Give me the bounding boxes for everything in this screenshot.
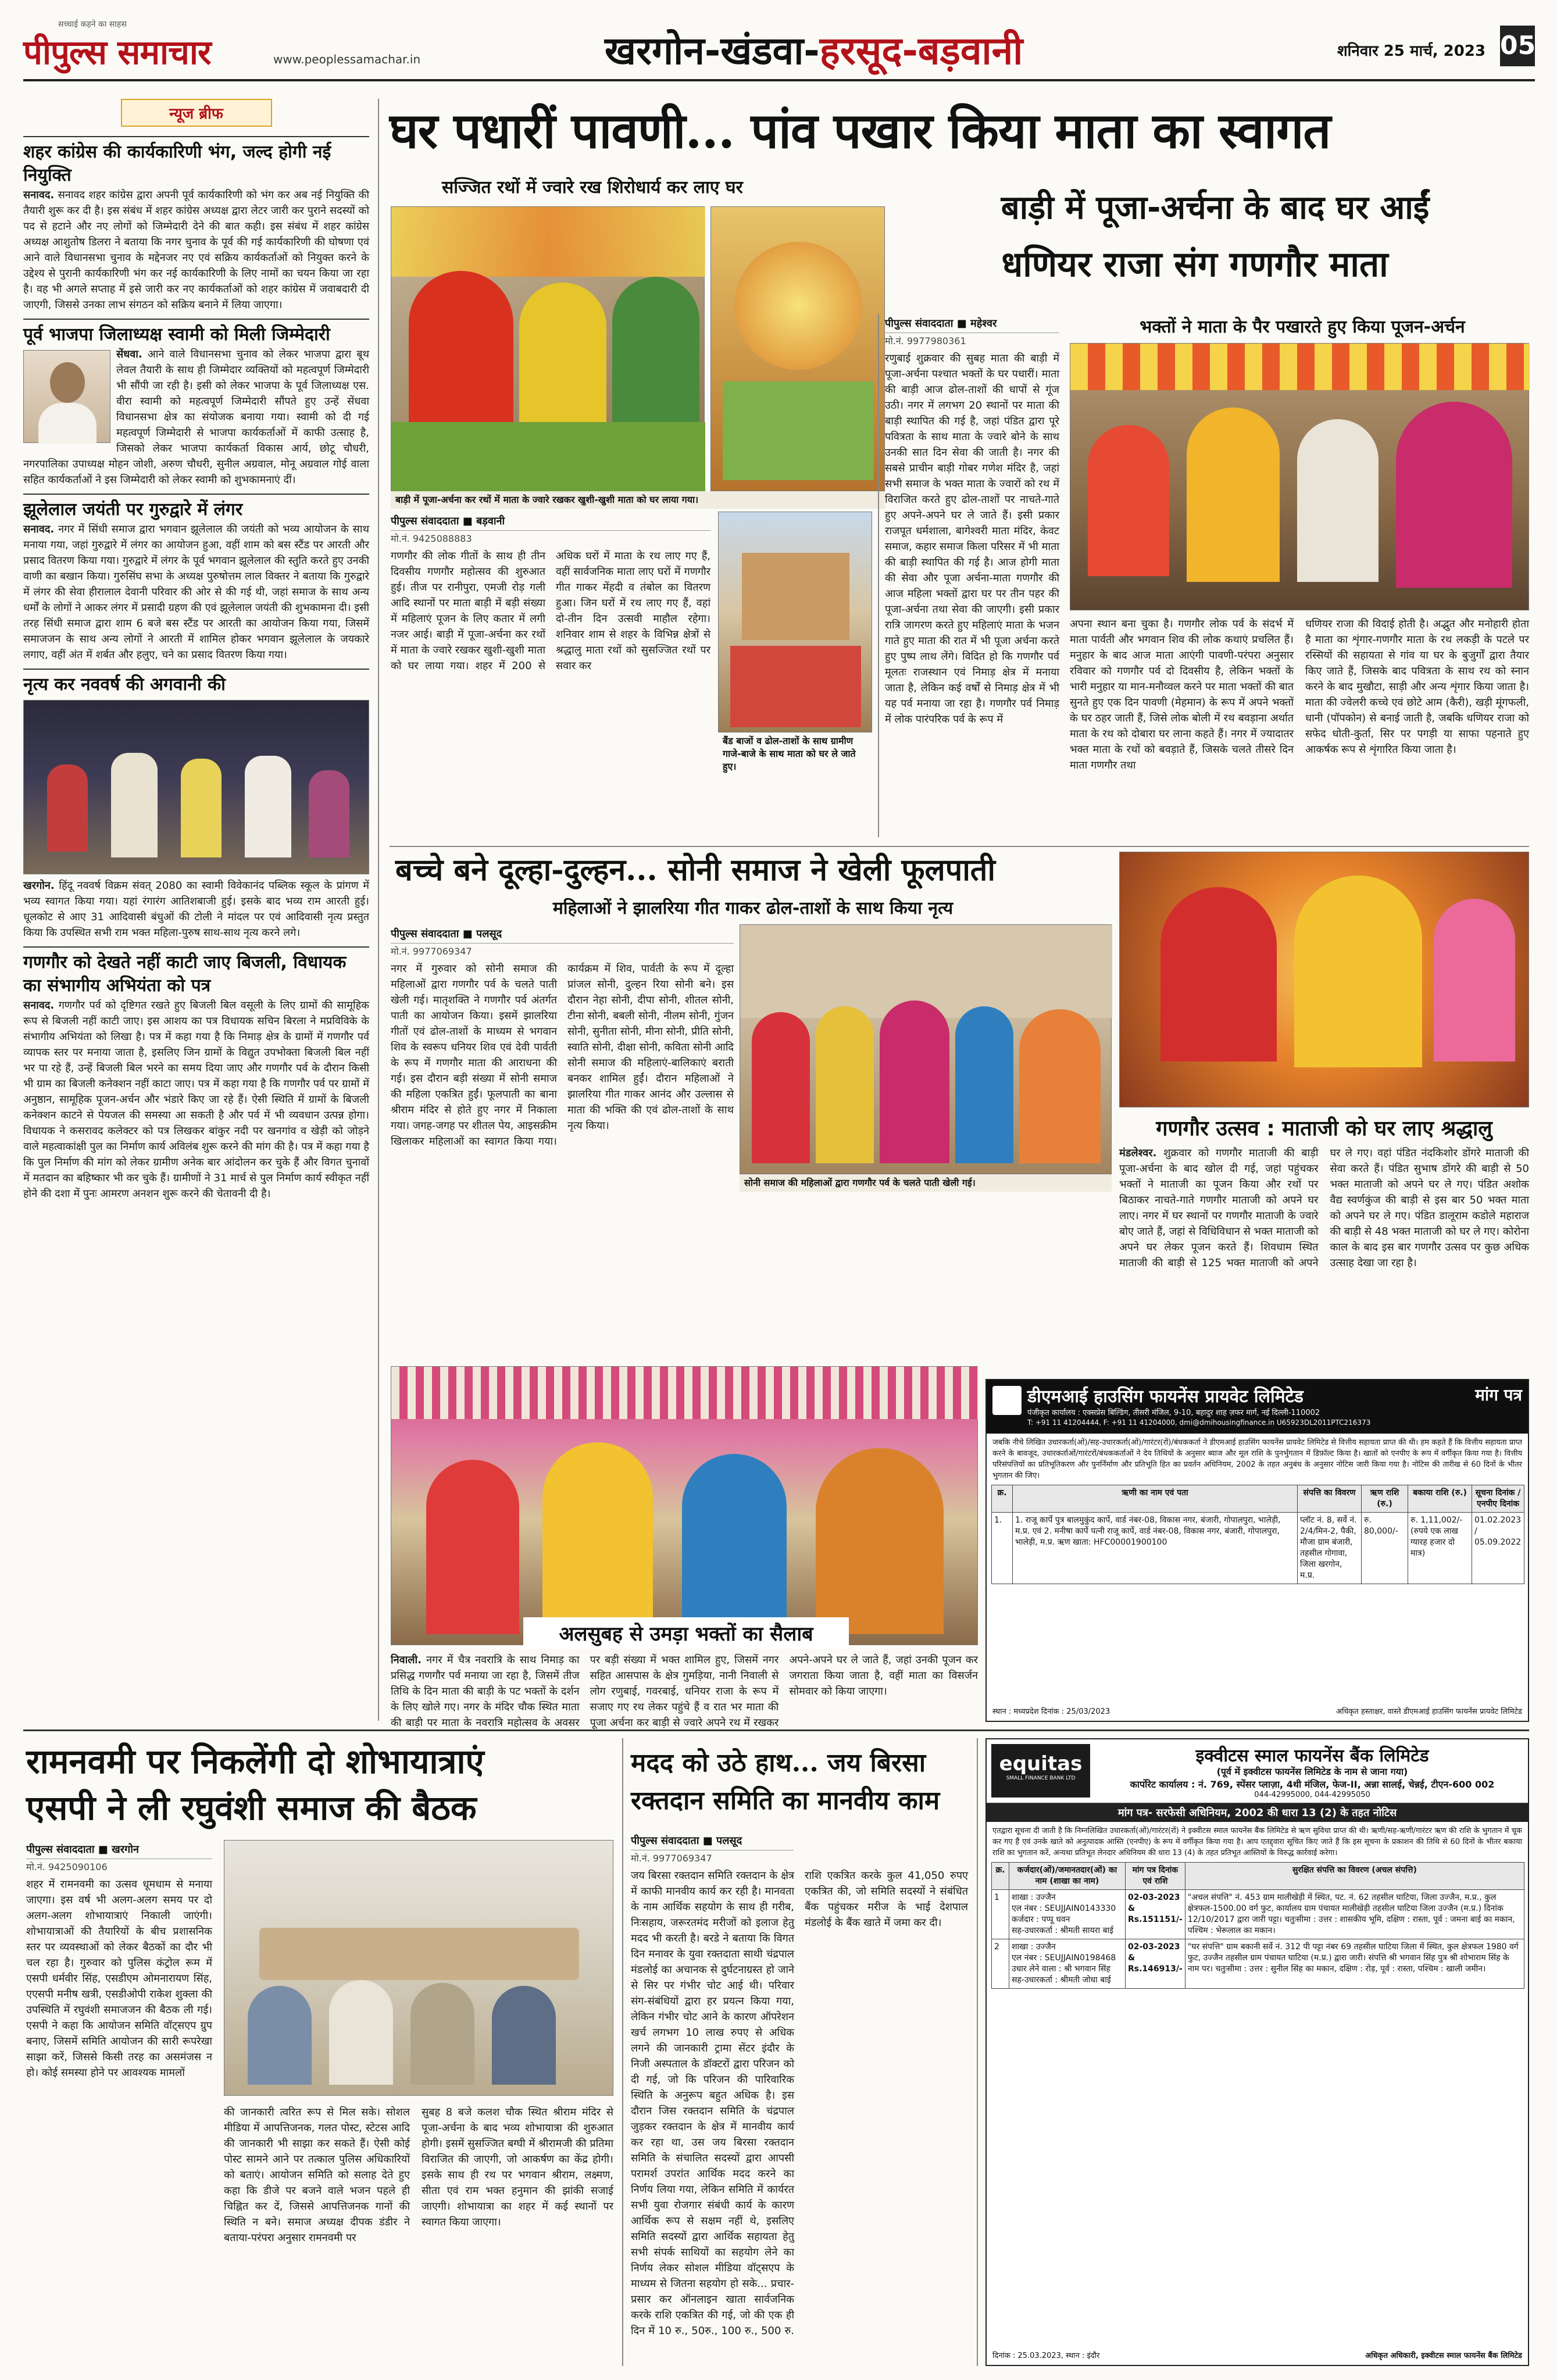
brief-text bbox=[23, 998, 369, 1202]
brief-place: खरगोन. bbox=[23, 880, 55, 892]
brief-body: नगर में सिंधी समाज द्वारा भगवान झूलेलाल की जयंती को भव्य आयोजन के साथ मनाया गया, जहां गुरुद्वारे में लंगर का आयोजन हुआ, वहीं शाम को बस स्टैंड पर आरती और प्रसाद वितरण किया गया। गुरुद्वारे में लंगर के पूर्व भगवान झूलेलाल की स्तुति करते हुए उनकी वाणी का बखान किया। गुरुसिंघ सभा के अध्यक्ष पुरुषोत्तम लाल विक्तर ने बताया कि गुरुद्वारे में लंगर की सेवा हीरालाल देवानी परिवार की ओर से की गई थी, जहां समाज के साथ अन्य धर्मों के लोगों ने आकर लंगर में प्रसादी ग्रहण की एवं झूलेलाल जयंती की शुभकामना दी। इसी तरह सिंधी समाज द्वारा शाम 6 बजे बस स्टैंड पर आरती का आयोजन किया गया, जिसमें समाजजन के साथ अन्य लोगों ने आरती में शामिल होकर भगवान झूलेलाल के जयकारे लगाए, वहीं अंत में शर्बत और हलुए, चने का प्रसाद वितरण किया गया। bbox=[23, 523, 369, 661]
ramnavami-story-1 bbox=[26, 1840, 212, 2363]
brief-item bbox=[23, 946, 369, 1202]
byline: पीपुल्स संवाददाता ■ बड़वानी bbox=[391, 512, 710, 531]
masthead bbox=[23, 17, 1535, 81]
byline-phone: मो.नं. 9977980361 bbox=[885, 335, 966, 346]
story-body: गणगौर की लोक गीतों के साथ ही तीन दिवसीय गणगौर महोत्सव की शुरुआत हुई। तीज पर रानीपुरा, एमजी रोड़ गली आदि स्थानों पर माता बाड़ी में बड़ी संख्या में महिलाएं पूजन के लिए कतार में लगी नजर आई। बाड़ी में पूजा-अर्चना कर रथों में माता के ज्वारे रखकर खुशी-खुशी माता को घर लाया गया। शहर में 200 से अधिक घरों में माता के रथ लाए गए हैं, वहीं सार्वजनिक माता लाए घरों में गणगौर गीत गाकर मेंहदी व तंबोल का वितरण हुआ। जिन घरों में रथ लाए गए हैं, वहां दो-तीन दिन उत्सवी माहौल रहेगा। शनिवार शाम से शहर के विभिन्न क्षेत्रों से श्रद्धालु माता रथों को सुसज्जित रथों पर सवार कर bbox=[391, 550, 710, 672]
dmi-header bbox=[987, 1380, 1528, 1434]
lead-story-continued-2 bbox=[1305, 616, 1529, 837]
equitas-tag: मांग पत्र- सरफेसी अधिनियम, 2002 की धारा 13 (2) के तहत नोटिस bbox=[987, 1803, 1528, 1822]
lead-photo-3 bbox=[1070, 343, 1529, 610]
dmi-tag: मांग पत्र bbox=[1475, 1385, 1522, 1405]
equitas-table bbox=[991, 1862, 1524, 1989]
lead-story-maheshwar bbox=[885, 314, 1059, 843]
equitas-intro: एतद्वारा सूचना दी जाती है कि निम्नलिखित उधारकर्ता(ओं)/गारंटर(रों) ने इक्वीटस स्माल फायनेंस बैंक लिमिटेड से ऋण सुविधा प्राप्त की थी। ऋणी/सह-ऋणी/गारंटर ऋण की राशि के भुगतान में चूक कर गए हैं एवं उनके खाते को अनुत्पादक आस्ति (एनपीए) के रूप में वर्गीकृत किया गया है। आप एतद्द्वारा सूचित किए जाते हैं कि इस सूचना के प्रकाशन की तिथि से 60 दिनों के भीतर बकाया राशि का भुगतान करें, अन्यथा प्रतिभूत लेनदार अधिनियम की धारा 13 (4) के तहत प्रतिभूत आस्तियों के विरुद्ध कार्रवाई करेगा। bbox=[992, 1827, 1522, 1857]
nivali-caption: अलसुबह से उमड़ा भक्तों का सैलाब bbox=[523, 1617, 849, 1649]
byline: पीपुल्स संवाददाता ■ पलसूद bbox=[391, 924, 734, 944]
table-cell: 1. bbox=[992, 1513, 1013, 1584]
table-cell: रु. 80,000/- bbox=[1362, 1513, 1408, 1584]
table-cell: 1. राजू कार्पे पुत्र बालमुकुंद कार्पे, वार्ड नंबर-08, विकास नगर, बंजारी, गोपालपुरा, भालेड़ी, म.प्र. एवं 2. मनीषा कार्पे पत्नी राजू कार्पे, वार्ड नंबर-08, विकास नगर, बंजारी, गोपालपुरा, भालेड़ी, म.प्र. ऋण खाता: HFC00001900100 bbox=[1013, 1513, 1298, 1584]
byline-phone: मो.नं. 9977069347 bbox=[391, 946, 472, 957]
brief-text bbox=[23, 187, 369, 313]
equitas-footer: दिनांक : 25.03.2023, स्थान : इंदौर bbox=[992, 2352, 1100, 2360]
table-header-cell: क्र. bbox=[992, 1485, 1013, 1513]
dmi-address: पंजीकृत कार्यालय : एक्सप्रेस बिल्डिंग, तीसरी मंजिल, 9-10, बहादुर शाह ज़फर मार्ग, नई दिल्ली-110002 bbox=[1027, 1409, 1320, 1417]
section-title-b: हरसूद-बड़वानी bbox=[819, 28, 1023, 73]
ramnavami-story-2 bbox=[224, 2104, 410, 2366]
byline-name: पीपुल्स संवाददाता bbox=[26, 1843, 95, 1856]
ramnavami-headline-1: रामनवमी पर निकलेंगी दो शोभायात्राएं bbox=[26, 1742, 484, 1781]
brief-place: सनावद. bbox=[23, 999, 55, 1012]
dance-photo bbox=[23, 700, 369, 874]
byline-phone: मो.नं. 9425090106 bbox=[26, 1861, 108, 1872]
lead-story-continued-1 bbox=[1070, 616, 1294, 837]
table-cell: "घर संपत्ति" ग्राम बकानी सर्वे नं. 312 पी पट्टा नंबर 69 तहसील घाटिया जिला में स्थित, कुल क्षेत्रफल 1980 वर्ग फुट, उज्जैन तहसील ग्राम पंचायत घाटिया (म.प्र.) द्वारा जारी। संपत्ति श्री भगवान सिंह पुत्र श्री शोभाराम सिंह के नाम पर। चतुःसीमा : उत्तर : सुनील सिंह का मकान, दक्षिण : रोड़, पूर्व : रास्ता, पश्चिम : खाली जमीन। bbox=[1185, 1939, 1524, 1989]
byline: पीपुल्स संवाददाता ■ खरगोन bbox=[26, 1840, 212, 1859]
soni-story bbox=[391, 924, 734, 1366]
byline-name: पीपुल्स संवाददाता bbox=[391, 928, 459, 940]
dmi-title: डीएमआई हाउसिंग फायनेंस प्रायवेट लिमिटेड bbox=[1027, 1386, 1304, 1407]
dmi-table bbox=[991, 1485, 1524, 1584]
story-body: जय बिरसा रक्तदान समिति रक्तदान के क्षेत्र में काफी मानवीय कार्य कर रही है। मानवता के नाम आर्थिक सहयोग के साथ ही गरीब, निःसहाय, जरूरतमंद मरीजों को इलाज हेतु मदद भी करती है। बरडे ने बताया कि विगत दिन मनावर के युवा रक्तदाता साथी चंद्रपाल मंडलोई का अचानक से दुर्घटनाग्रस्त हो जाने से सिर पर गंभीर चोट आई थी। परिवार संग-संबंधियों द्वारा हर प्रयत्न किया गया, लेकिन गंभीर चोट आने के कारण ऑपरेशन खर्च लगभग 10 लाख रुपए से अधिक लगने की जानकारी ट्रामा सेंटर इंदौर के निजी अस्पताल के डॉक्टरों द्वारा परिजन को दी गई, जो कि परिजन की पारिवारिक स्थिति के अनुरूप बहुत अधिक है। इस दौरान जिस रक्तदान समिति के चंद्रपाल जुड़कर रक्तदान के क्षेत्र में मानवीय कार्य कर रहा था, उस जय बिरसा रक्तदान समिति के संचालित सदस्यों द्वारा आपसी परामर्श उपरांत आर्थिक मदद करने का निर्णय लिया गया, लेकिन समिति में कार्यरत सभी युवा रोजगार संबंधी कार्य के कारण आर्थिक रूप से सक्षम नहीं थे, इसलिए समिति सदस्यों द्वारा आर्थिक सहायता हेतु सभी संपर्क साथियों का सहयोग लेने का निर्णय लेकर सोशल मीडिया वॉट्सएप के माध्यम से जितना सहयोग हो सके... प्रचार-प्रसार कर ऑनलाइन खाता सार्वजनिक करके राशि एकत्रित की गई, जो की एक ही दिन में 10 रु., 50रु., 100 रु., 500 रु. राशि एकत्रित करके कुल 41,050 रुपए एकत्रित की, जो समिति सदस्यों ने संबंधित बैंक पहुंचकर मरीज के भाई देशपाल मंडलोई के बैंक खाते में जमा कर दी। bbox=[631, 1870, 968, 2337]
story-body: रणुबाई शुक्रवार की सुबह माता की बाड़ी में पूजा-अर्चना पश्चात भक्तों के घर पधारीं। माता की बाड़ी आज ढोल-ताशों की धापों से गूंज उठी। नगर में लगभग 20 स्थानों पर माता की बाड़ी स्थापित की गई है, जहां पंडित द्वारा पूरे पवित्रता के साथ माता के ज्वारे बोने के साथ उनकी सात दिन सेवा की जाती है। नगर की सबसे प्राचीन बाड़ी गोबर गणेश मंदिर है, जहां सभी समाज के भक्त माता के ज्वारों को रथ में विराजित करते हुए ढोल-ताशों पर नाचते-गाते हुए अपने-अपने घर ले जाते हैं। इसी प्रकार राजपूत धर्मशाला, बागेश्वरी माता मंदिर, केवट समाज, कहार समाज किला परिसर में भी माता की बाड़ी स्थापित की गई है। आज होगी माता की सेवा और पूजा अर्चना-माता गणगौर की आज महिला भक्तों द्वारा घर पर तीन पहर की पूजा-अर्चना तथा सेवा की जाएगी। इसी प्रकार रात्रि जागरण करते हुए महिलाएं माता के भजन गाते हुए माता की रात में भी पूजा अर्चना करते हुए पुष्प लाथ लेंगे। विदित हो कि गणगौर पर्व मूलतः राजस्थान एवं निमाड़ क्षेत्र में मनाया जाता है, लेकिन कई वर्षों से निमाड़ क्षेत्र में भी यह पर्व मनाया जा रहा है। गणगौर पर्व निमाड़ में लोक पारंपरिक पर्व के रूप में bbox=[885, 352, 1059, 726]
masthead-tagline: सच्चाई कहने का साहस bbox=[58, 20, 127, 29]
equitas-header bbox=[987, 1739, 1528, 1803]
lead-headline: घर पधारीं पावणी... पांव पखार किया माता का स्वागत bbox=[390, 102, 1331, 159]
equitas-logo bbox=[991, 1744, 1090, 1797]
lead-caption-right: भक्तों ने माता के पैर पखारते हुए किया पूजन-अर्चन bbox=[1140, 317, 1465, 337]
birsa-story-1 bbox=[631, 1831, 968, 2366]
brief-title: शहर कांग्रेस की कार्यकारिणी भंग, जल्द होगी नई नियुक्ति bbox=[23, 136, 369, 187]
table-row bbox=[992, 1513, 1524, 1584]
news-brief-column bbox=[23, 99, 369, 1721]
story-text bbox=[391, 1652, 978, 1731]
dmi-intro: जबकि नीचे लिखित उधारकर्ता(ओं)/सह-उधारकर्ता(ओं)/गारंटर(रों)/बंधककर्ता ने डीएमआई हाउसिंग फायनेंस प्रायवेट लिमिटेड से वित्तीय सहायता प्राप्त की थी। हम कहते हैं कि वित्तीय सहायता प्राप्त करने के बावजूद, उधारकर्ताओं/गारंटरों/बंधककर्ताओं ने देय तिथियों के अनुसार ब्याज और मूल राशि के पुनर्भुगतान में डिफ़ॉल्ट किया है। खातों को एनपीए के रूप में वर्गीकृत किया गया है। वित्तीय परिसंपत्तियों का प्रतिभूतिकरण और पुनर्निर्माण और प्रतिभूति हित का प्रवर्तन अधिनियम, 2002 के तहत अनुबंध के अनुसार नोटिस जारी किया गया है। नोटिस की तारीख से 60 दिनों के भीतर भुगतान की जिए। bbox=[992, 1438, 1523, 1480]
section-title bbox=[605, 23, 1023, 76]
mandleshwar-headline: गणगौर उत्सव : माताजी को घर लाए श्रद्धालु bbox=[1156, 1117, 1492, 1141]
lead-photo-2-caption: बैंड बाजों व ढोल-ताशों के साथ ग्रामीण गाजे-बाजे के साथ माता को घर ले जाते हुए। bbox=[723, 735, 856, 772]
table-cell: 2 bbox=[992, 1939, 1009, 1989]
table-cell: प्लॉट नं. 8, सर्वे नं. 2/4/मिन-2, पैकी, मौजा ग्राम बंजारी, तहसील गोगावा, जिला खरगोन, म.प्र. bbox=[1298, 1513, 1362, 1584]
equitas-logo-text: equitas bbox=[999, 1752, 1083, 1775]
lead-photo-small bbox=[710, 206, 885, 491]
brief-item bbox=[23, 319, 369, 488]
birsa-headline-1: मदद को उठे हाथ... जय बिरसा bbox=[631, 1748, 926, 1778]
lead-photo-1 bbox=[391, 206, 705, 491]
byline-place: महेश्वर bbox=[970, 317, 997, 330]
equitas-notice bbox=[985, 1738, 1529, 2366]
lead-photo-1-caption: बाड़ी में पूजा-अर्चना कर रथों में माता के ज्वारे रखकर खुशी-खुशी माता को घर लाया गया। bbox=[391, 491, 885, 509]
table-header-cell: क्र. bbox=[992, 1863, 1009, 1890]
brief-body: आने वाले विधानसभा चुनाव को लेकर भाजपा द्वारा बूथ लेवल तैयारी के साथ ही जिम्मेदार व्यक्तियों को महत्वपूर्ण जिम्मेदारी भी सौंपी जा रही है। इसी को लेकर भाजपा के पूर्व जिलाध्यक्ष एस. वीरा स्वामी को महत्वपूर्ण जिम्मेदारी सौंपते हुए उन्हें सेंधवा विधानसभा क्षेत्र का संयोजक बनाया गया। स्वामी को दी गई महत्वपूर्ण जिम्मेदारी से भाजपा कार्यकर्ताओं में काफी उत्साह है, जिसको लेकर भाजपा कार्यकर्ता विकास आर्य, छोटू चौधरी, नगरपालिका उपाध्यक्ष मोहन जोशी, अरुण चौधरी, सुनील अग्रवाल, मोनू अग्रवाल गोई वाला सहित कार्यकर्ताओं ने इस जिम्मेदारी को लेकर स्वामी को शुभकामनाएं दीं। bbox=[23, 348, 369, 486]
brief-item bbox=[23, 136, 369, 313]
brief-place: सेंधवा. bbox=[116, 348, 142, 360]
table-header-cell: मांग पत्र दिनांक एवं राशि bbox=[1126, 1863, 1185, 1890]
soni-photo-caption: सोनी समाज की महिलाओं द्वारा गणगौर पर्व के चलते पाती खेली गई। bbox=[740, 1174, 1112, 1192]
story-place: मंडलेश्वर. bbox=[1119, 1147, 1157, 1159]
issue-date: शनिवार 25 मार्च, 2023 bbox=[1337, 42, 1486, 60]
lead-subhead-right-2: धणियर राजा संग गणगौर माता bbox=[1001, 244, 1388, 285]
table-cell: "अचल संपत्ति" नं. 453 ग्राम मालीखेड़ी में स्थित, पट. नं. 62 तहसील घाटिया, जिला उज्जैन, म.प्र., कुल क्षेत्रफल-1500.00 वर्ग फुट, कार्यालय ग्राम पंचायत मालीखेड़ी तहसील घाटिया जिला उज्जैन (म.प्र.) दिनांक 12/10/2017 द्वारा जारी पट्टा। चतुःसीमा : उत्तर : शासकीय भूमि, दक्षिण : रास्ता, पूर्व : जमना बाई का मकान, पश्चिम : भेरूलाल का मकान। bbox=[1185, 1890, 1524, 1939]
equitas-logo-sub: SMALL FINANCE BANK LTD bbox=[1006, 1775, 1076, 1781]
story-body: नगर में गुरुवार को सोनी समाज की महिलाओं द्वारा गणगौर पर्व के चलते पाती खेली गई। मातृशक्ति ने गणगौर पर्व अंतर्गत पाती का आयोजन किया। इसमें झालरिया गीतों एवं ढोल-ताशों के माध्यम से भगवान शिव के स्वरूप धनियर शिव एवं देवी पार्वती के रूप में गणगौर माता की आराधना की गई। इस दौरान बड़ी संख्या में सोनी समाज की महिला एकत्रित हुईं। फूलपाती का बाना श्रीराम मंदिर से होते हुए नगर में निकाला गया। जगह-जगह पर शीतल पेय, आइसक्रीम खिलाकर महिलाओं का स्वागत किया गया। कार्यक्रम में शिव, पार्वती के रूप में दूल्हा प्रांजल सोनी, दुल्हन रिया सोनी बने। इस दौरान नेहा सोनी, दीपा सोनी, शीतल सोनी, टीना सोनी, बबली सोनी, नीलम सोनी, गुंजन सोनी, सुनीता सोनी, मीना सोनी, प्रीति सोनी, स्वाति सोनी, दीक्षा सोनी, कविता सोनी आदि सोनी समाज की महिलाएं-बालिकाएं बराती बनकर शामिल हुईं। दौरान महिलाओं ने झालरिया गीत गाकर आनंद और उल्लास से माता की भक्ति की एवं ढोल-ताशों के साथ नृत्य किया। bbox=[391, 963, 734, 1148]
byline-place: बड़वानी bbox=[476, 515, 505, 527]
brief-title: नृत्य कर नववर्ष की अगवानी की bbox=[23, 669, 369, 696]
table-cell: 01.02.2023 / 05.09.2022 bbox=[1472, 1513, 1524, 1584]
table-header-cell: सूचना दिनांक / एनपीए दिनांक bbox=[1472, 1485, 1524, 1513]
byline-place: पलसूद bbox=[716, 1835, 742, 1847]
table-cell: शाखा : उज्जैन एल नंबर : SEUJJAIN0198468 उधार लेने वाला : श्री भगवान सिंह सह-उधारकर्ता : श्रीमती जोधा बाई bbox=[1009, 1939, 1126, 1989]
story-body: शहर में रामनवमी का उत्सव धूमधाम से मनाया जाएगा। इस वर्ष भी अलग-अलग समय पर दो अलग-अलग शोभायात्राएं निकाली जाएंगी। शोभायात्राओं की तैयारियों के बीच प्रशासनिक स्तर पर व्यवस्थाओं को लेकर बैठकों का दौर भी चल रहा है। गुरुवार को पुलिस कंट्रोल रूम में एसपी धर्मवीर सिंह, एसडीएम ओमनारायण सिंह, एएसपी मनीष खत्री, एसडीओपी राकेश शुक्ला की उपस्थिति में रघुवंशी समाजजन की बैठक ली गई। एसपी ने कहा कि आयोजन समिति वॉट्सएप ग्रुप बनाए, जिसमें समिति आयोजन की सारी रूपरेखा साझा करें, जिससे किसी तरह का असमंजस न हो। कोई समस्या होने पर आवश्यक मामलों bbox=[26, 1878, 212, 2079]
table-header-cell: ऋण राशि (रु.) bbox=[1362, 1485, 1408, 1513]
byline-name: पीपुल्स संवाददाता bbox=[391, 515, 459, 527]
brief-title: पूर्व भाजपा जिलाध्यक्ष स्वामी को मिली जिम्मेदारी bbox=[23, 319, 369, 346]
brief-title: गणगौर को देखते नहीं काटी जाए बिजली, विधायक का संभागीय अभियंता को पत्र bbox=[23, 946, 369, 998]
brief-item bbox=[23, 494, 369, 663]
byline-place: पलसूद bbox=[476, 928, 502, 940]
dmi-signer: अधिकृत हस्ताक्षर, वास्ते डीएमआई हाउसिंग फायनेंस प्रायवेट लिमिटेड bbox=[1336, 1707, 1522, 1716]
story-place: निवाली. bbox=[391, 1654, 422, 1666]
byline-phone: मो.नं. 9977069347 bbox=[631, 1853, 712, 1864]
soni-story-tail bbox=[740, 1192, 1112, 1232]
nivali-story bbox=[391, 1652, 978, 1729]
table-cell: 02-03-2023 & Rs.146913/- bbox=[1126, 1939, 1185, 1989]
birsa-headline-2: रक्तदान समिति का मानवीय काम bbox=[631, 1786, 940, 1816]
table-row bbox=[992, 1890, 1524, 1939]
news-brief-label: न्यूज ब्रीफ bbox=[121, 99, 272, 127]
section-title-a: खरगोन-खंडवा- bbox=[605, 28, 820, 73]
mandleshwar-story bbox=[1119, 1145, 1529, 1372]
byline-name: पीपुल्स संवाददाता bbox=[631, 1835, 699, 1847]
dmi-notice bbox=[985, 1379, 1529, 1722]
dmi-logo-icon bbox=[992, 1386, 1022, 1415]
table-cell: रु. 1,11,002/- (रुपये एक लाख ग्यारह हजार दो मात्र) bbox=[1408, 1513, 1472, 1584]
table-header-cell: बकाया राशि (रु.) bbox=[1408, 1485, 1472, 1513]
soni-headline: बच्चे बने दूल्हा-दुल्हन... सोनी समाज ने खेली फूलपाती bbox=[395, 852, 995, 888]
dmi-footer: स्थान : मध्यप्रदेश दिनांक : 25/03/2023 bbox=[992, 1707, 1110, 1716]
story-body: धणियर राजा की विदाई होती है। अद्भुत और मनोहारी होता है माता का शृंगार-गणगौर माता के रथ लकड़ी के पटले पर रस्सियों की सहायता से गांव या घर के बुजुर्गों द्वारा तैयार किए जाते हैं, जिसके बाद पवित्रता के साथ रथ को स्नान करने के बाद मुखौटा, साड़ी और अन्य शृंगार किया जाता है। माता की ज्वेलरी कच्चे एवं छोटे आम (कैरी), खड़ी मूंगफली, धानी (पॉपकोन) से बनाई जाती है, जबकि धणियर राजा को सफेद धोती-कुर्ता, सिर पर पगड़ी या साफा पहनाते हुए आकर्षक रूप से शृंगारित किया जाता है। bbox=[1305, 618, 1529, 756]
table-header bbox=[992, 1863, 1524, 1890]
brief-title: झूलेलाल जयंती पर गुरुद्वारे में लंगर bbox=[23, 494, 369, 521]
equitas-title: इक्वीटस स्माल फायनेंस बैंक लिमिटेड bbox=[1195, 1746, 1429, 1766]
byline-phone: मो.नं. 9425088883 bbox=[391, 533, 472, 544]
brief-text bbox=[23, 878, 369, 941]
brief-text bbox=[23, 521, 369, 663]
brief-place: सनावद. bbox=[23, 523, 55, 535]
masthead-name: पीपुल्स समाचार bbox=[23, 33, 211, 72]
lead-subhead-left: सज्जित रथों में ज्वारे रख शिरोधार्य कर लाए घर bbox=[442, 177, 743, 198]
ramnavami-headline-2: एसपी ने ली रघुवंशी समाज की बैठक bbox=[26, 1788, 477, 1828]
table-header-cell: ऋणी का नाम एवं पता bbox=[1013, 1485, 1298, 1513]
story-body: सुबह 8 बजे कलश चौक स्थित श्रीराम मंदिर से पूजा-अर्चना के बाद भव्य शोभायात्रा की शुरुआत होगी। इसमें सुसज्जित बग्घी में श्रीरामजी की प्रतिमा विराजित की जाएगी, जो आकर्षण का केंद्र होगी। इसके साथ ही रथ पर भगवान श्रीराम, लक्ष्मण, सीता एवं राम भक्त हनुमान की झांकी सजाई जाएगी। शोभायात्रा का शहर में कई स्थानों पर स्वागत किया जाएगा। bbox=[422, 2106, 613, 2228]
table-header-cell: कर्जदार(ओं)/जमानतदार(ओं) का नाम (शाखा का नाम) bbox=[1009, 1863, 1126, 1890]
brief-place: सनावद. bbox=[23, 189, 55, 201]
story-body: अपना स्थान बना चुका है। गणगौर लोक पर्व के संदर्भ में माता पार्वती और भगवान शिव की लोक कथाएं प्रचलित हैं। मनुहार के बाद आज माता आएंगी पावणी-परंपरा अनुसार रविवार को गणगौर पर्व दो दिवसीय है, लेकिन भक्तों के भारी मनुहार या मान-मनौव्वल करने पर माता भक्तों की बात सुनते हुए एक दिन पावणी (मेहमान) के रूप में अपने भक्तों के घर ठहर जाती हैं, जिसे लोक बोली में रथ बवड़ाना अर्थात माता के रथ को दोबारा घर लाना कहते हैं। नगर में ज्यादातर भक्त माता के रथों को बवड़ाते हैं, जिसके चलते तीसरे दिन माता गणगौर तथा bbox=[1070, 618, 1294, 771]
equitas-address: कार्पोरेट कार्यालय : नं. 769, स्पेंसर प्लाज़ा, 4थी मंजिल, फेज-II, अन्ना सालई, चेन्नई, टीएन-600 002 bbox=[1130, 1779, 1495, 1790]
soni-photo bbox=[740, 924, 1112, 1174]
lead-story-barwani bbox=[391, 512, 710, 837]
swami-photo bbox=[23, 350, 110, 443]
ramnavami-photo bbox=[224, 1840, 613, 2096]
mandleshwar-photo bbox=[1119, 852, 1529, 1107]
story-body: नगर में चैत्र नवरात्रि के साथ निमाड़ का प्रसिद्ध गणगौर पर्व मनाया जा रहा है, जिसमें तीज तिथि के दिन माता की बाड़ी के पट भक्तों के दर्शन के लिए खोले गए। नगर के मंदिर चौक स्थित माता की बाड़ी पर माता के नवरात्रि महोत्सव के अवसर पर बड़ी संख्या में भक्त शामिल हुए, जिसमें नगर सहित आसपास के क्षेत्र गुमड़िया, नानी निवाली से लोग रणुबाई, गवरबाई, धनियर राजा के रूप में सजाए गए रथ लेकर पहुंचे हैं व रात भर माता की पूजा अर्चना कर बाड़ी से ज्वारे अपने रथ में रखकर अपने-अपने घर ले जाते हैं, जहां उनकी पूजन कर जगराता किया जाता है, वहीं माता का विसर्जन सोमवार को किया जाएगा। bbox=[391, 1654, 978, 1729]
story-body: की जानकारी त्वरित रूप से मिल सके। सोशल मीडिया में आपत्तिजनक, गलत पोस्ट, स्टेटस आदि की जानकारी भी साझा कर सकते हैं। ऐसी कोई पोस्ट सामने आने पर तत्काल पुलिस अधिकारियों को बताएं। आयोजन समिति को सलाह देते हुए कहा कि डीजे पर बजने वाले भजन पहले ही चिह्नित कर दें, जिससे आपत्तिजनक गानों की स्थिति न बने। समाज अध्यक्ष दीपक डंडीर ने बताया-परंपरा अनुसार रामनवमी पर bbox=[224, 2106, 410, 2244]
ramnavami-story-3 bbox=[422, 2104, 613, 2366]
table-cell: शाखा : उज्जैन एल नंबर : SEUJJAIN0143330 कर्जदार : पप्पू धवन सह-उधारकर्ता : श्रीमती सायरा बाई bbox=[1009, 1890, 1126, 1939]
equitas-signer: अधिकृत अधिकारी, इक्वीटस स्माल फायनेंस बैंक लिमिटेड bbox=[1365, 2352, 1522, 2360]
table-header-cell: संपत्ति का विवरण bbox=[1298, 1485, 1362, 1513]
brief-body: सनावद शहर कांग्रेस द्वारा अपनी पूर्व कार्यकारिणी को भंग कर अब नई नियुक्ति की तैयारी शुरू कर दी है। इस संबंध में शहर कांग्रेस अध्यक्ष द्वारा लेटर जारी कर पुराने सदस्यों को पद से हटाने और नए लोगों को जिम्मेदारी देने की बात कही। इस संबंध में शहर कांग्रेस अध्यक्ष आशुतोष डिलरा ने बताया कि नगर चुनाव के पूर्व की गई कार्यकारिणी की घोषणा एवं आने वाले विधानसभा चुनाव के मद्देनजर नए एवं सक्रिय कार्यकर्ताओं को नियुक्त करने के उद्देश्य से पुरानी कार्यकारिणी भंग कर नई कार्यकारिणी के लिए नामों का चयन किया जा रहा है। वह भी अगले सप्ताह में इसे जारी कर नए कार्यकर्ताओं को शहर कांग्रेस में जवाबदारी दी जाएगी, जिससे उनका लाभ संगठन को सक्रिय बनाने में लिया जाएगा। bbox=[23, 189, 369, 311]
table-header bbox=[992, 1485, 1524, 1513]
lead-photo-2 bbox=[718, 512, 872, 732]
brief-body: हिंदू नववर्ष विक्रम संवत् 2080 का स्वामी विवेकानंद पब्लिक स्कूल के प्रांगण में भव्य स्वागत किया गया। यहां रंगारंग आतिशबाजी हुई। इसके बाद भव्य राम आरती हुई। धूलकोट से आए 31 आदिवासी बंधुओं की टोली ने मांदल पर एवं आदिवासी नृत्य प्रस्तुत किया कि उपस्थित सभी राम भक्त महिला-पुरुष साथ-साथ नृत्य करने लगे। bbox=[23, 880, 369, 939]
nivali-photo bbox=[391, 1366, 978, 1645]
page-number: 05 bbox=[1500, 26, 1535, 66]
equitas-subtitle: (पूर्व में इक्वीटस फायनेंस लिमिटेड के नाम से जाना गया) bbox=[1216, 1766, 1408, 1777]
byline-place: खरगोन bbox=[111, 1843, 139, 1856]
table-header-cell: सुरक्षित संपत्ति का विवरण (अचल संपत्ति) bbox=[1185, 1863, 1524, 1890]
byline: पीपुल्स संवाददाता ■ महेश्वर bbox=[885, 314, 1059, 333]
table-cell: 02-03-2023 & Rs.151151/- bbox=[1126, 1890, 1185, 1939]
table-row bbox=[992, 1939, 1524, 1989]
soni-subhead: महिलाओं ने झालरिया गीत गाकर ढोल-ताशों के साथ किया नृत्य bbox=[552, 898, 954, 919]
table-cell: 1 bbox=[992, 1890, 1009, 1939]
story-body: शुक्रवार को गणगौर माताजी की बाड़ी पूजा-अर्चना के बाद खोल दी गई, जहां पहुंचकर भक्तों ने माताजी का पूजन किया और रथों पर बिठाकर नाचते-गाते गणगौर माताजी को अपने घर लाए। नगर में घर स्थानों पर गणगौर माताजी के ज्वारे बोए जाते हैं, जहां से विधिविधान से भक्त माताजी को अपने घर लेकर पूजन करते हैं। शिवधाम स्थित माताजी की बाड़ी से 125 भक्त माताजी को अपने घर ले गए। वहां पंडित नंदकिशोर डोंगरे माताजी की सेवा करते हैं। पंडित सुभाष डोंगरे की बाड़ी से 50 भक्त माताजी को अपने घर ले गए। पंडित अशोक वैद्य स्वर्णकुंज की बाड़ी से इस बार 50 भक्त माता को अपने घर ले गए। पंडित डालूराम कडोले महाराज की बाड़ी से 48 भक्त माताजी को घर ले गए। कोरोना काल के बाद इस बार गणगौर उत्सव पर कुछ अधिक उत्साह देखा जा रहा है। bbox=[1119, 1147, 1529, 1269]
story-text bbox=[1119, 1145, 1529, 1271]
byline: पीपुल्स संवाददाता ■ पलसूद bbox=[631, 1831, 794, 1850]
dmi-contact: T: +91 11 41204444, F: +91 11 41204000, dmi@dmihousingfinance.in U65923DL2011PTC216373 bbox=[1027, 1418, 1371, 1427]
brief-body: गणगौर पर्व को दृष्टिगत रखते हुए बिजली बिल वसूली के लिए ग्रामों की सामूहिक रूप से बिजली नहीं काटी जाए। इस आशय का पत्र विधायक सचिन बिरला ने मप्रविविके के संभागीय अभियंता को लिखा है। पत्र में कहा गया है कि निमाड़ क्षेत्र के ग्रामों में गणगौर पर्व व्यापक स्तर पर मनाया जाता है, इसलिए जिन ग्रामों के विद्युत उपभोक्ता बिजली बिल नहीं भर पा रहे हैं, उन्हें बिजली बिल भरने का समय दिया जाए और गणगौर पर्व के दौरान किसी भी ग्राम का बिजली कनेक्शन नहीं काटा जाए। पत्र में कहा गया है कि गणगौर पर्व पर ग्रामों में अनुष्ठान, सामूहिक पूजन-अर्चन और भंडारे किए जा रहे हैं। ऐसी स्थिति में ग्रामों के बिजली कनेक्शन काटने से पेयजल की समस्या आ सकती है और पर्व में भी व्यवधान उत्पन्न होगा। विधायक ने कसरावद कलेक्टर को पत्र लिखकर बांकुर नदी पर खनगांव व खेड़ी को जोड़ने वाले महत्वाकांक्षी पुल का निर्माण कार्य अविलंब शुरू करने की मांग की है। पत्र में कहा गया है कि पुल निर्माण की मांग को लेकर ग्रामीण अनेक बार आंदोलन कर चुके हैं और विगत चुनावों में मतदान का बहिष्कार भी कर चुके हैं। ग्रामीणों ने 31 मार्च से पुल निर्माण कार्य स्वीकृत नहीं होने की दशा में पुनः आमरण अनशन शुरू करने की चेतावनी दी है। bbox=[23, 999, 369, 1200]
masthead-url[interactable]: www.peoplessamachar.in bbox=[273, 52, 421, 66]
brief-item bbox=[23, 669, 369, 941]
masthead-logo bbox=[23, 28, 211, 74]
byline-name: पीपुल्स संवाददाता bbox=[885, 317, 954, 330]
lead-subhead-right-1: बाड़ी में पूजा-अर्चना के बाद घर आईं bbox=[1001, 189, 1430, 227]
equitas-phone: 044-42995000, 044-42995050 bbox=[1254, 1791, 1370, 1799]
